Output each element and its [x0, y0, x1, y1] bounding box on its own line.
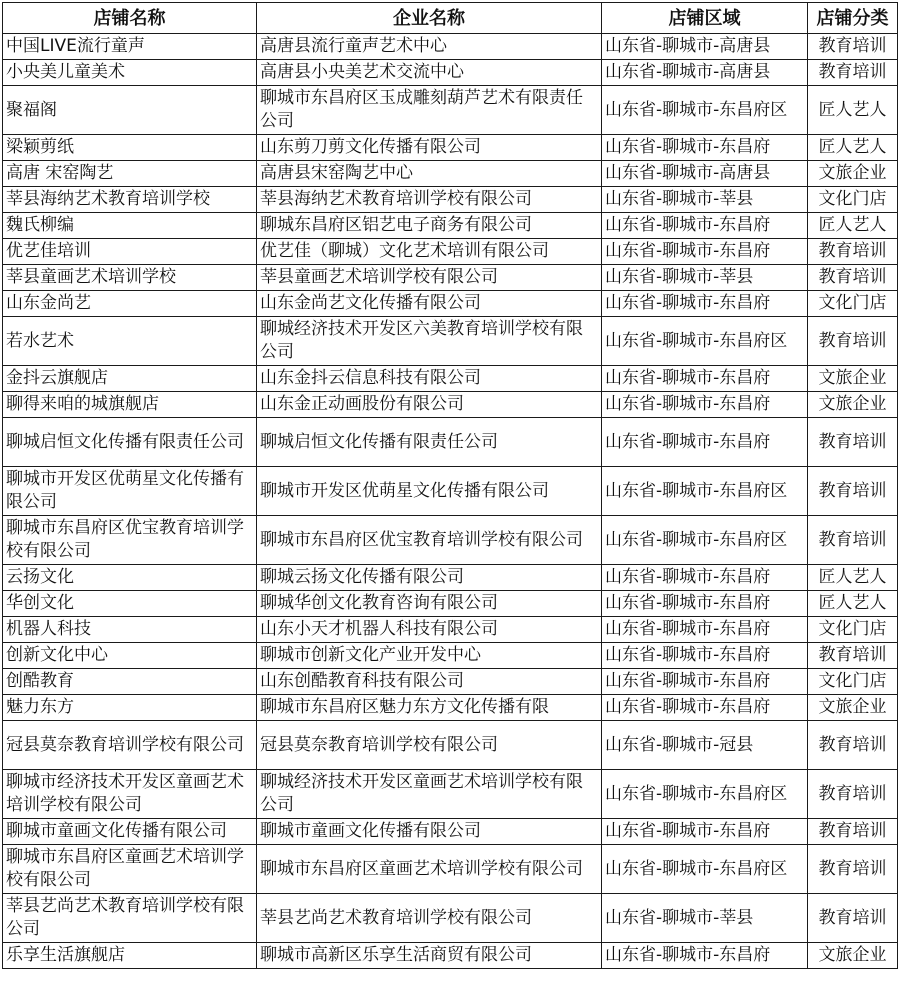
- table-row: [3, 291, 898, 317]
- table-row: [3, 516, 898, 565]
- table-row: [3, 418, 898, 467]
- cell-region: 山东省-聊城市-东昌府: [602, 943, 808, 969]
- table-row: [3, 617, 898, 643]
- cell-category: 教育培训: [808, 516, 898, 565]
- cell-category: 教育培训: [808, 845, 898, 894]
- cell-company-name: 高唐县流行童声艺术中心: [257, 34, 602, 60]
- cell-category: 教育培训: [808, 819, 898, 845]
- cell-region: 山东省-聊城市-冠县: [602, 721, 808, 770]
- cell-category: 教育培训: [808, 418, 898, 467]
- cell-region: 山东省-聊城市-莘县: [602, 265, 808, 291]
- table-row: [3, 695, 898, 721]
- cell-company-name: 聊城市东昌府区优宝教育培训学校有限公司: [257, 516, 602, 565]
- cell-region: 山东省-聊城市-东昌府区: [602, 317, 808, 366]
- cell-region: 山东省-聊城市-东昌府: [602, 239, 808, 265]
- cell-company-name: 聊城云扬文化传播有限公司: [257, 565, 602, 591]
- cell-category: 教育培训: [808, 643, 898, 669]
- cell-category: 文旅企业: [808, 943, 898, 969]
- cell-category: 教育培训: [808, 60, 898, 86]
- cell-category: 文旅企业: [808, 161, 898, 187]
- cell-company-name: 山东剪刀剪文化传播有限公司: [257, 135, 602, 161]
- table-row: [3, 60, 898, 86]
- cell-store-name: 中国LIVE流行童声: [3, 34, 257, 60]
- cell-store-name: 莘县艺尚艺术教育培训学校有限公司: [3, 894, 257, 943]
- cell-region: 山东省-聊城市-东昌府: [602, 291, 808, 317]
- cell-company-name: 聊城市东昌府区童画艺术培训学校有限公司: [257, 845, 602, 894]
- table-row: [3, 894, 898, 943]
- cell-region: 山东省-聊城市-东昌府: [602, 643, 808, 669]
- cell-category: 文旅企业: [808, 392, 898, 418]
- cell-region: 山东省-聊城市-东昌府区: [602, 467, 808, 516]
- cell-region: 山东省-聊城市-东昌府区: [602, 845, 808, 894]
- cell-store-name: 创新文化中心: [3, 643, 257, 669]
- cell-company-name: 山东金尚艺文化传播有限公司: [257, 291, 602, 317]
- cell-company-name: 聊城市高新区乐享生活商贸有限公司: [257, 943, 602, 969]
- cell-category: 教育培训: [808, 317, 898, 366]
- cell-store-name: 莘县海纳艺术教育培训学校: [3, 187, 257, 213]
- cell-company-name: 高唐县小央美艺术交流中心: [257, 60, 602, 86]
- cell-category: 匠人艺人: [808, 135, 898, 161]
- store-table: [2, 2, 898, 969]
- table-row: [3, 86, 898, 135]
- table-row: [3, 643, 898, 669]
- table-header: [3, 3, 898, 34]
- table-body: [3, 34, 898, 969]
- cell-company-name: 山东创酷教育科技有限公司: [257, 669, 602, 695]
- cell-category: 教育培训: [808, 770, 898, 819]
- cell-region: 山东省-聊城市-莘县: [602, 187, 808, 213]
- cell-company-name: 莘县童画艺术培训学校有限公司: [257, 265, 602, 291]
- cell-company-name: 冠县莫奈教育培训学校有限公司: [257, 721, 602, 770]
- cell-company-name: 聊城市童画文化传播有限公司: [257, 819, 602, 845]
- header-company-name: 企业名称: [257, 3, 602, 34]
- table-row: [3, 34, 898, 60]
- cell-store-name: 华创文化: [3, 591, 257, 617]
- cell-region: 山东省-聊城市-东昌府区: [602, 770, 808, 819]
- cell-region: 山东省-聊城市-东昌府: [602, 418, 808, 467]
- cell-company-name: 聊城市创新文化产业开发中心: [257, 643, 602, 669]
- cell-region: 山东省-聊城市-高唐县: [602, 161, 808, 187]
- cell-store-name: 聊城市开发区优萌星文化传播有限公司: [3, 467, 257, 516]
- table-row: [3, 239, 898, 265]
- table-row: [3, 845, 898, 894]
- cell-region: 山东省-聊城市-高唐县: [602, 60, 808, 86]
- cell-store-name: 山东金尚艺: [3, 291, 257, 317]
- cell-company-name: 聊城市东昌府区魅力东方文化传播有限: [257, 695, 602, 721]
- cell-company-name: 山东小天才机器人科技有限公司: [257, 617, 602, 643]
- cell-category: 教育培训: [808, 467, 898, 516]
- header-row: [3, 3, 898, 34]
- cell-company-name: 聊城东昌府区铝艺电子商务有限公司: [257, 213, 602, 239]
- table-row: [3, 213, 898, 239]
- table-row: [3, 317, 898, 366]
- cell-store-name: 乐享生活旗舰店: [3, 943, 257, 969]
- cell-region: 山东省-聊城市-东昌府: [602, 366, 808, 392]
- cell-store-name: 冠县莫奈教育培训学校有限公司: [3, 721, 257, 770]
- cell-category: 教育培训: [808, 34, 898, 60]
- table-row: [3, 135, 898, 161]
- table-row: [3, 265, 898, 291]
- cell-region: 山东省-聊城市-东昌府: [602, 819, 808, 845]
- cell-category: 文化门店: [808, 617, 898, 643]
- cell-category: 文旅企业: [808, 695, 898, 721]
- cell-store-name: 聊城市经济技术开发区童画艺术培训学校有限公司: [3, 770, 257, 819]
- cell-category: 匠人艺人: [808, 86, 898, 135]
- cell-store-name: 聊城启恒文化传播有限责任公司: [3, 418, 257, 467]
- cell-region: 山东省-聊城市-东昌府: [602, 135, 808, 161]
- table-row: [3, 770, 898, 819]
- cell-region: 山东省-聊城市-东昌府: [602, 669, 808, 695]
- cell-store-name: 聊城市东昌府区童画艺术培训学校有限公司: [3, 845, 257, 894]
- header-region: 店铺区域: [602, 3, 808, 34]
- table-row: [3, 943, 898, 969]
- cell-category: 文化门店: [808, 291, 898, 317]
- cell-category: 匠人艺人: [808, 213, 898, 239]
- cell-category: 文旅企业: [808, 366, 898, 392]
- cell-store-name: 聊得来咱的城旗舰店: [3, 392, 257, 418]
- cell-company-name: 聊城市开发区优萌星文化传播有限公司: [257, 467, 602, 516]
- header-store-name: 店铺名称: [3, 3, 257, 34]
- cell-region: 山东省-聊城市-东昌府: [602, 392, 808, 418]
- cell-category: 匠人艺人: [808, 591, 898, 617]
- cell-company-name: 莘县海纳艺术教育培训学校有限公司: [257, 187, 602, 213]
- table-row: [3, 591, 898, 617]
- cell-category: 文化门店: [808, 669, 898, 695]
- cell-company-name: 高唐县宋窑陶艺中心: [257, 161, 602, 187]
- cell-category: 教育培训: [808, 239, 898, 265]
- cell-store-name: 创酷教育: [3, 669, 257, 695]
- cell-store-name: 魏氏柳编: [3, 213, 257, 239]
- cell-region: 山东省-聊城市-东昌府: [602, 213, 808, 239]
- cell-region: 山东省-聊城市-莘县: [602, 894, 808, 943]
- cell-company-name: 莘县艺尚艺术教育培训学校有限公司: [257, 894, 602, 943]
- cell-category: 匠人艺人: [808, 565, 898, 591]
- cell-store-name: 高唐 宋窑陶艺: [3, 161, 257, 187]
- table-row: [3, 669, 898, 695]
- cell-company-name: 聊城经济技术开发区童画艺术培训学校有限公司: [257, 770, 602, 819]
- cell-region: 山东省-聊城市-东昌府: [602, 695, 808, 721]
- cell-store-name: 金抖云旗舰店: [3, 366, 257, 392]
- cell-company-name: 聊城经济技术开发区六美教育培训学校有限公司: [257, 317, 602, 366]
- cell-store-name: 小央美儿童美术: [3, 60, 257, 86]
- cell-region: 山东省-聊城市-东昌府区: [602, 516, 808, 565]
- cell-region: 山东省-聊城市-东昌府区: [602, 86, 808, 135]
- cell-region: 山东省-聊城市-东昌府: [602, 565, 808, 591]
- table-row: [3, 187, 898, 213]
- cell-company-name: 山东金正动画股份有限公司: [257, 392, 602, 418]
- cell-category: 教育培训: [808, 894, 898, 943]
- table-row: [3, 819, 898, 845]
- cell-company-name: 聊城市东昌府区玉成雕刻葫芦艺术有限责任公司: [257, 86, 602, 135]
- cell-company-name: 聊城启恒文化传播有限责任公司: [257, 418, 602, 467]
- cell-region: 山东省-聊城市-东昌府: [602, 617, 808, 643]
- cell-store-name: 机器人科技: [3, 617, 257, 643]
- table-row: [3, 467, 898, 516]
- cell-store-name: 优艺佳培训: [3, 239, 257, 265]
- table-row: [3, 366, 898, 392]
- cell-region: 山东省-聊城市-东昌府: [602, 591, 808, 617]
- table-row: [3, 721, 898, 770]
- cell-category: 文化门店: [808, 187, 898, 213]
- cell-store-name: 梁颖剪纸: [3, 135, 257, 161]
- header-category: 店铺分类: [808, 3, 898, 34]
- cell-store-name: 聊城市东昌府区优宝教育培训学校有限公司: [3, 516, 257, 565]
- cell-region: 山东省-聊城市-高唐县: [602, 34, 808, 60]
- cell-category: 教育培训: [808, 721, 898, 770]
- cell-company-name: 山东金抖云信息科技有限公司: [257, 366, 602, 392]
- cell-store-name: 云扬文化: [3, 565, 257, 591]
- cell-company-name: 优艺佳（聊城）文化艺术培训有限公司: [257, 239, 602, 265]
- cell-store-name: 聚福阁: [3, 86, 257, 135]
- cell-store-name: 若水艺术: [3, 317, 257, 366]
- cell-store-name: 聊城市童画文化传播有限公司: [3, 819, 257, 845]
- cell-store-name: 莘县童画艺术培训学校: [3, 265, 257, 291]
- table-row: [3, 565, 898, 591]
- store-table-sheet: [2, 2, 899, 998]
- cell-category: 教育培训: [808, 265, 898, 291]
- table-row: [3, 392, 898, 418]
- table-row: [3, 161, 898, 187]
- cell-store-name: 魅力东方: [3, 695, 257, 721]
- cell-company-name: 聊城华创文化教育咨询有限公司: [257, 591, 602, 617]
